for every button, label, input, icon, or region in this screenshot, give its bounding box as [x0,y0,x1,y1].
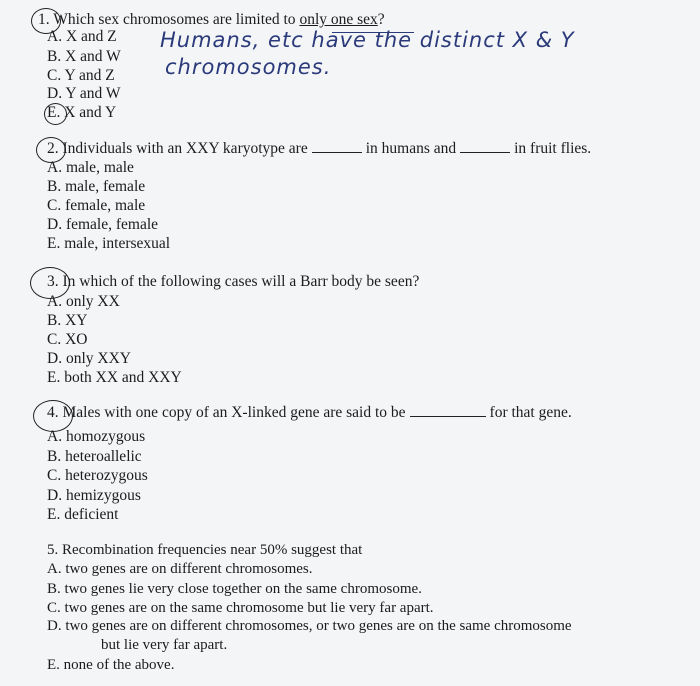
q4-option-b[interactable]: B. heteroallelic [47,448,142,465]
question-5-text: 5. Recombination frequencies near 50% suggest that [47,542,363,558]
question-4-text: 4. Males with one copy of an X-linked gene are said to be for that gene. [47,404,572,421]
q1-option-a[interactable]: A. X and Z [47,28,117,45]
q1-handwritten-note-line2: chromosomes. [165,55,332,79]
q3-option-e[interactable]: E. both XX and XXY [47,369,182,386]
q2-blank-2[interactable] [460,140,510,153]
q5-option-e[interactable]: E. none of the above. [47,657,175,673]
q1-option-b[interactable]: B. X and W [47,48,121,65]
q4-option-e[interactable]: E. deficient [47,506,119,523]
q1-option-c[interactable]: C. Y and Z [47,67,115,84]
q5-option-d[interactable]: D. two genes are on different chromosomes, or two genes are on the same chromosome [47,618,572,634]
q2-option-e[interactable]: E. male, intersexual [47,235,171,252]
q3-option-d[interactable]: D. only XXY [47,350,131,367]
question-3-text: 3. In which of the following cases will a Barr body be seen? [47,273,420,290]
q3-option-b[interactable]: B. XY [47,312,88,329]
q1-handwritten-note-line1: Humans, etc have the distinct X & Y [160,28,575,52]
question-2-text: 2. Individuals with an XXY karyotype are in humans and in fruit flies. [47,140,592,157]
q4-option-c[interactable]: C. heterozygous [47,467,148,484]
q5-option-b[interactable]: B. two genes lie very close together on the same chromosome. [47,581,422,597]
q5-option-a[interactable]: A. two genes are on different chromosomes. [47,561,313,577]
q4-option-d[interactable]: D. hemizygous [47,487,141,504]
q5-option-c[interactable]: C. two genes are on the same chromosome but lie very far apart. [47,600,434,616]
q4-blank[interactable] [410,404,486,417]
q1-option-d[interactable]: D. Y and W [47,85,121,102]
q2-option-d[interactable]: D. female, female [47,216,159,233]
q2-option-a[interactable]: A. male, male [47,159,134,176]
q1-option-e[interactable]: E. X and Y [47,104,117,121]
q3-option-c[interactable]: C. XO [47,331,88,348]
question-1-text: 1. Which sex chromosomes are limited to only one sex? [38,11,385,28]
q3-option-a[interactable]: A. only XX [47,293,120,310]
q4-option-a[interactable]: A. homozygous [47,428,146,445]
q2-blank-1[interactable] [312,140,362,153]
q2-option-b[interactable]: B. male, female [47,178,146,195]
q2-option-c[interactable]: C. female, male [47,197,146,214]
q5-option-d-continued: but lie very far apart. [101,637,228,653]
